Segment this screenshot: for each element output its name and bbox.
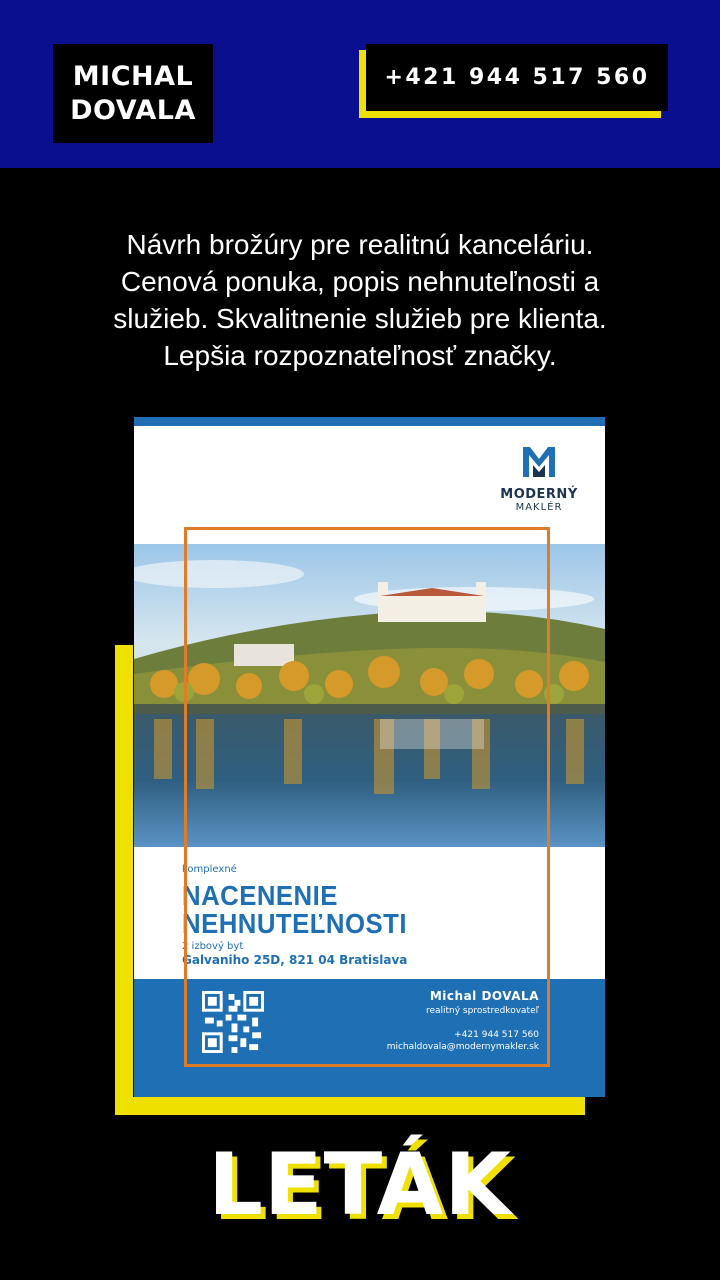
agent-phone: +421 944 517 560: [454, 1030, 539, 1040]
agent-role: realitný sprostredkovateľ: [425, 1006, 539, 1016]
phone-number: +421 944 517 560: [384, 65, 650, 90]
flyer-preview: [134, 417, 605, 1097]
qr-code-icon: [202, 991, 264, 1053]
brand-logo: [489, 445, 589, 513]
intro-text: [40, 226, 680, 374]
flyer-title-area: [134, 847, 605, 979]
flyer-title-line1: NACENENIE: [182, 880, 338, 911]
flyer-footer: [134, 979, 605, 1097]
property-address: Galvaniho 25D, 821 04 Bratislava: [182, 953, 408, 967]
intro-line: Návrh brožúry pre realitnú kanceláriu.: [126, 229, 594, 260]
name-last: DOVALA: [70, 94, 196, 126]
property-type: 2 izbový byt: [182, 941, 244, 952]
name-badge: [53, 44, 213, 143]
flyer-kicker: komplexné: [182, 864, 237, 875]
footer-heading: LETÁK: [208, 1135, 512, 1235]
logo-name: MODERNÝ: [500, 487, 578, 502]
intro-line: Cenová ponuka, popis nehnuteľnosti a: [120, 266, 600, 297]
logo-subtitle: MAKLÉR: [515, 502, 563, 513]
agent-contact: [387, 989, 539, 1052]
intro-line: služieb. Skvalitnenie služieb pre klienta.: [113, 303, 607, 334]
bratislava-castle-photo: [134, 544, 605, 847]
agent-email: michaldovala@modernymakler.sk: [386, 1042, 539, 1052]
flyer-title-line2: NEHNUTEĽNOSTI: [182, 908, 407, 939]
logo-m-icon: [521, 445, 557, 479]
flyer-top-stripe: [134, 417, 605, 426]
agent-name: Michal DOVALA: [429, 989, 539, 1003]
phone-badge: [366, 44, 668, 111]
intro-line: Lepšia rozpoznateľnosť značky.: [163, 340, 557, 371]
name-first: MICHAL: [72, 60, 194, 92]
